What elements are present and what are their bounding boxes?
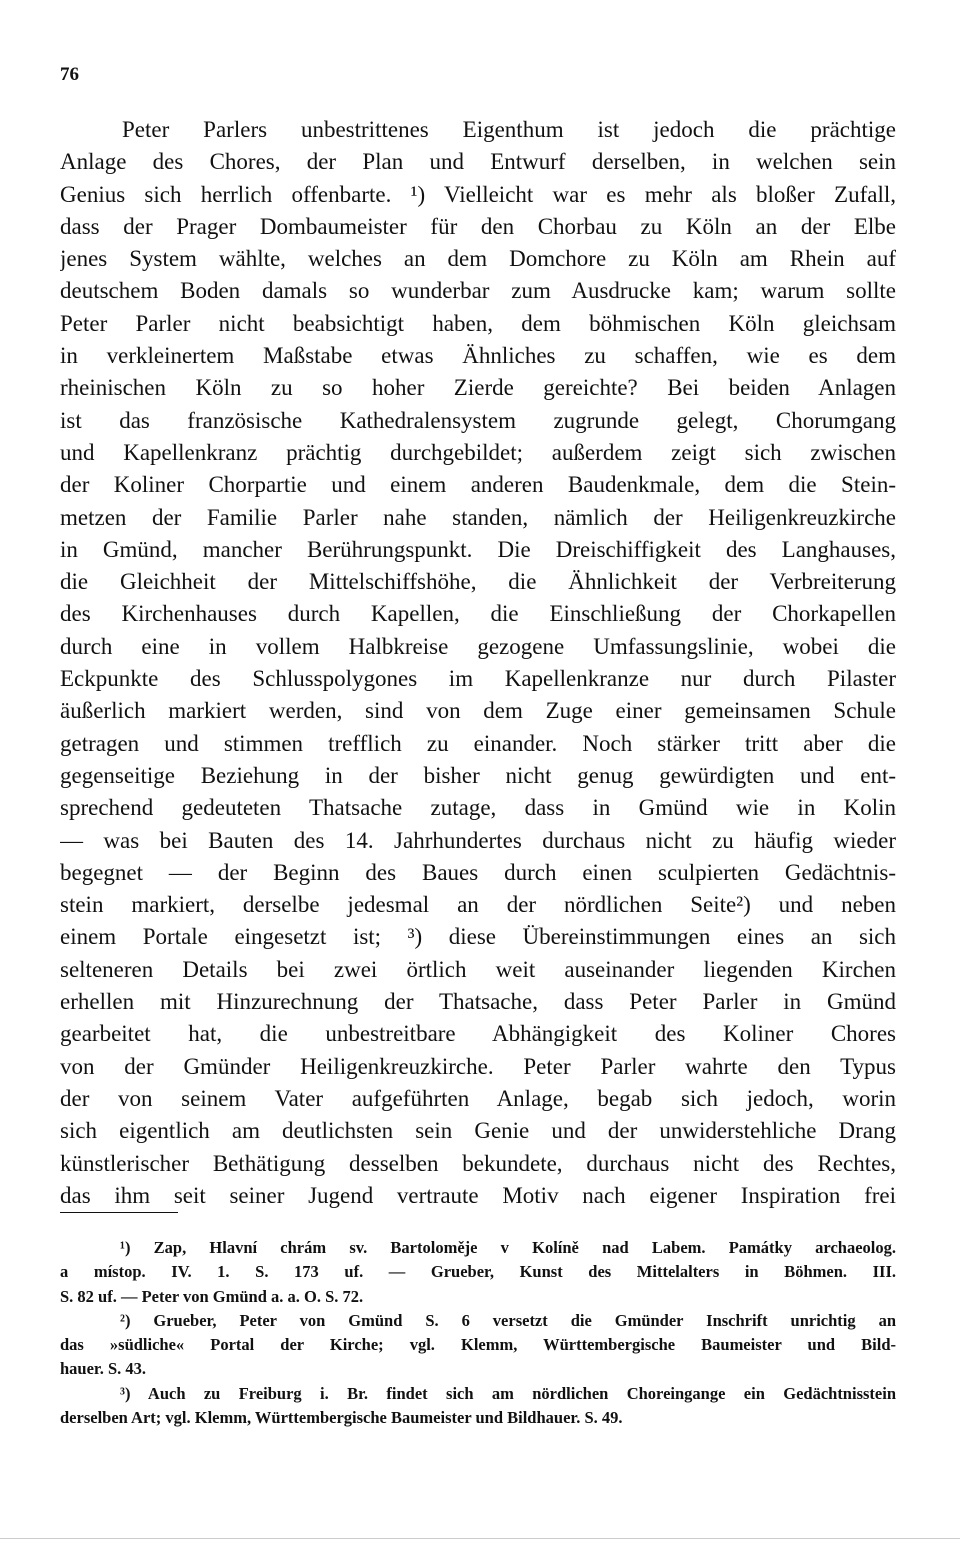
footnote-line: S. 82 uf. — Peter von Gmünd a. a. O. S. 72.: [60, 1286, 364, 1306]
footnote-line: das »südliche« Portal der Kirche; vgl. Klemm, Württembergische Baumeister und Bild-: [60, 1335, 896, 1355]
body-line: das ihm seit seiner Jugend vertraute Motiv nach eigener Inspiration frei: [60, 1182, 896, 1208]
body-line: von der Gmünder Heiligenkreuzkirche. Peter Parler wahrte den Typus: [60, 1053, 896, 1079]
body-line: äußerlich markiert werden, sind von dem Zuge einer gemeinsamen Schule: [60, 698, 896, 724]
footnote-line: ²) Grueber, Peter von Gmünd S. 6 versetzt die Gmünder Inschrift unrichtig an: [120, 1310, 896, 1330]
body-line: Peter Parlers unbestrittenes Eigenthum ist jedoch die prächtige: [122, 117, 896, 142]
footnote-line: ¹) Zap, Hlavní chrám sv. Bartoloměje v Kolíně nad Labem. Památky archaeolog.: [120, 1238, 896, 1257]
body-line: Anlage des Chores, der Plan und Entwurf derselben, in welchen sein: [60, 149, 896, 175]
body-line: dass der Prager Dombaumeister für den Chorbau zu Köln an der Elbe: [60, 213, 896, 239]
body-line: — was bei Bauten des 14. Jahrhundertes durchaus nicht zu häufig wieder: [60, 827, 896, 853]
body-line: einem Portale eingesetzt ist; ³) diese Übereinstimmungen eines an sich: [60, 924, 896, 950]
footnote-rule: [60, 1212, 178, 1213]
body-line: sprechend gedeuteten Thatsache zutage, dass in Gmünd wie in Kolin: [60, 795, 896, 821]
body-line: durch eine in vollem Halbkreise gezogene Umfassungslinie, wobei die: [60, 633, 896, 659]
body-line: gearbeitet hat, die unbestreitbare Abhängigkeit des Koliner Chores: [60, 1021, 896, 1047]
footnote-line: ³) Auch zu Freiburg i. Br. findet sich am nördlichen Choreingange ein Gedächtnisstein: [120, 1383, 896, 1403]
body-line: deutschem Boden damals so wunderbar zum Ausdrucke kam; warum sollte: [60, 278, 896, 304]
page-number: 76: [60, 64, 79, 85]
body-line: Peter Parler nicht beabsichtigt haben, dem böhmischen Köln gleichsam: [60, 310, 896, 336]
body-line: selteneren Details bei zwei örtlich weit auseinander liegenden Kirchen: [60, 956, 896, 982]
body-line: der von seinem Vater aufgeführten Anlage, begab sich jedoch, worin: [60, 1085, 896, 1111]
body-text: [60, 114, 896, 1212]
footnotes: [60, 1236, 896, 1430]
body-line: stein markiert, derselbe jedesmal an der nördlichen Seite²) und neben: [60, 892, 896, 918]
body-line: Genius sich herrlich offenbarte. ¹) Vielleicht war es mehr als bloßer Zufall,: [60, 181, 896, 207]
page-bottom-edge: [0, 1538, 960, 1539]
footnote-line: hauer. S. 43.: [60, 1359, 147, 1379]
body-line: und Kapellenkranz prächtig durchgebildet; außerdem zeigt sich zwischen: [60, 439, 896, 465]
body-line: Eckpunkte des Schlusspolygones im Kapellenkranze nur durch Pilaster: [60, 666, 896, 692]
body-line: der Koliner Chorpartie und einem anderen Baudenkmale, dem die Stein-: [60, 472, 896, 498]
body-line: metzen der Familie Parler nahe standen, nämlich der Heiligenkreuzkirche: [60, 504, 896, 530]
footnote-line: a místop. IV. 1. S. 173 uf. — Grueber, Kunst des Mittelalters in Böhmen. III.: [60, 1262, 896, 1282]
body-line: in verkleinertem Maßstabe etwas Ähnliches zu schaffen, wie es dem: [60, 343, 896, 369]
body-line: des Kirchenhauses durch Kapellen, die Einschließung der Chorkapellen: [60, 601, 896, 627]
body-line: rheinischen Köln zu so hoher Zierde gereichte? Bei beiden Anlagen: [60, 375, 896, 401]
body-line: sich eigentlich am deutlichsten sein Genie und der unwiderstehliche Drang: [60, 1118, 896, 1144]
body-line: in Gmünd, mancher Berührungspunkt. Die Dreischiffigkeit des Langhauses,: [60, 536, 896, 562]
body-line: getragen und stimmen trefflich zu einander. Noch stärker tritt aber die: [60, 730, 896, 756]
body-line: gegenseitige Beziehung in der bisher nicht genug gewürdigten und ent-: [60, 762, 896, 788]
body-line: erhellen mit Hinzurechnung der Thatsache, dass Peter Parler in Gmünd: [60, 989, 896, 1015]
body-line: die Gleichheit der Mittelschiffshöhe, die Ähnlichkeit der Verbreiterung: [60, 569, 896, 595]
body-line: künstlerischer Bethätigung desselben bekundete, durchaus nicht des Rechtes,: [60, 1150, 896, 1176]
footnote-line: derselben Art; vgl. Klemm, Württembergische Baumeister und Bildhauer. S. 49.: [60, 1408, 623, 1428]
body-line: ist das französische Kathedralensystem zugrunde gelegt, Chorumgang: [60, 407, 896, 433]
body-line: begegnet — der Beginn des Baues durch einen sculpierten Gedächtnis-: [60, 859, 896, 885]
body-line: jenes System wählte, welches an dem Domchore zu Köln am Rhein auf: [60, 246, 896, 272]
